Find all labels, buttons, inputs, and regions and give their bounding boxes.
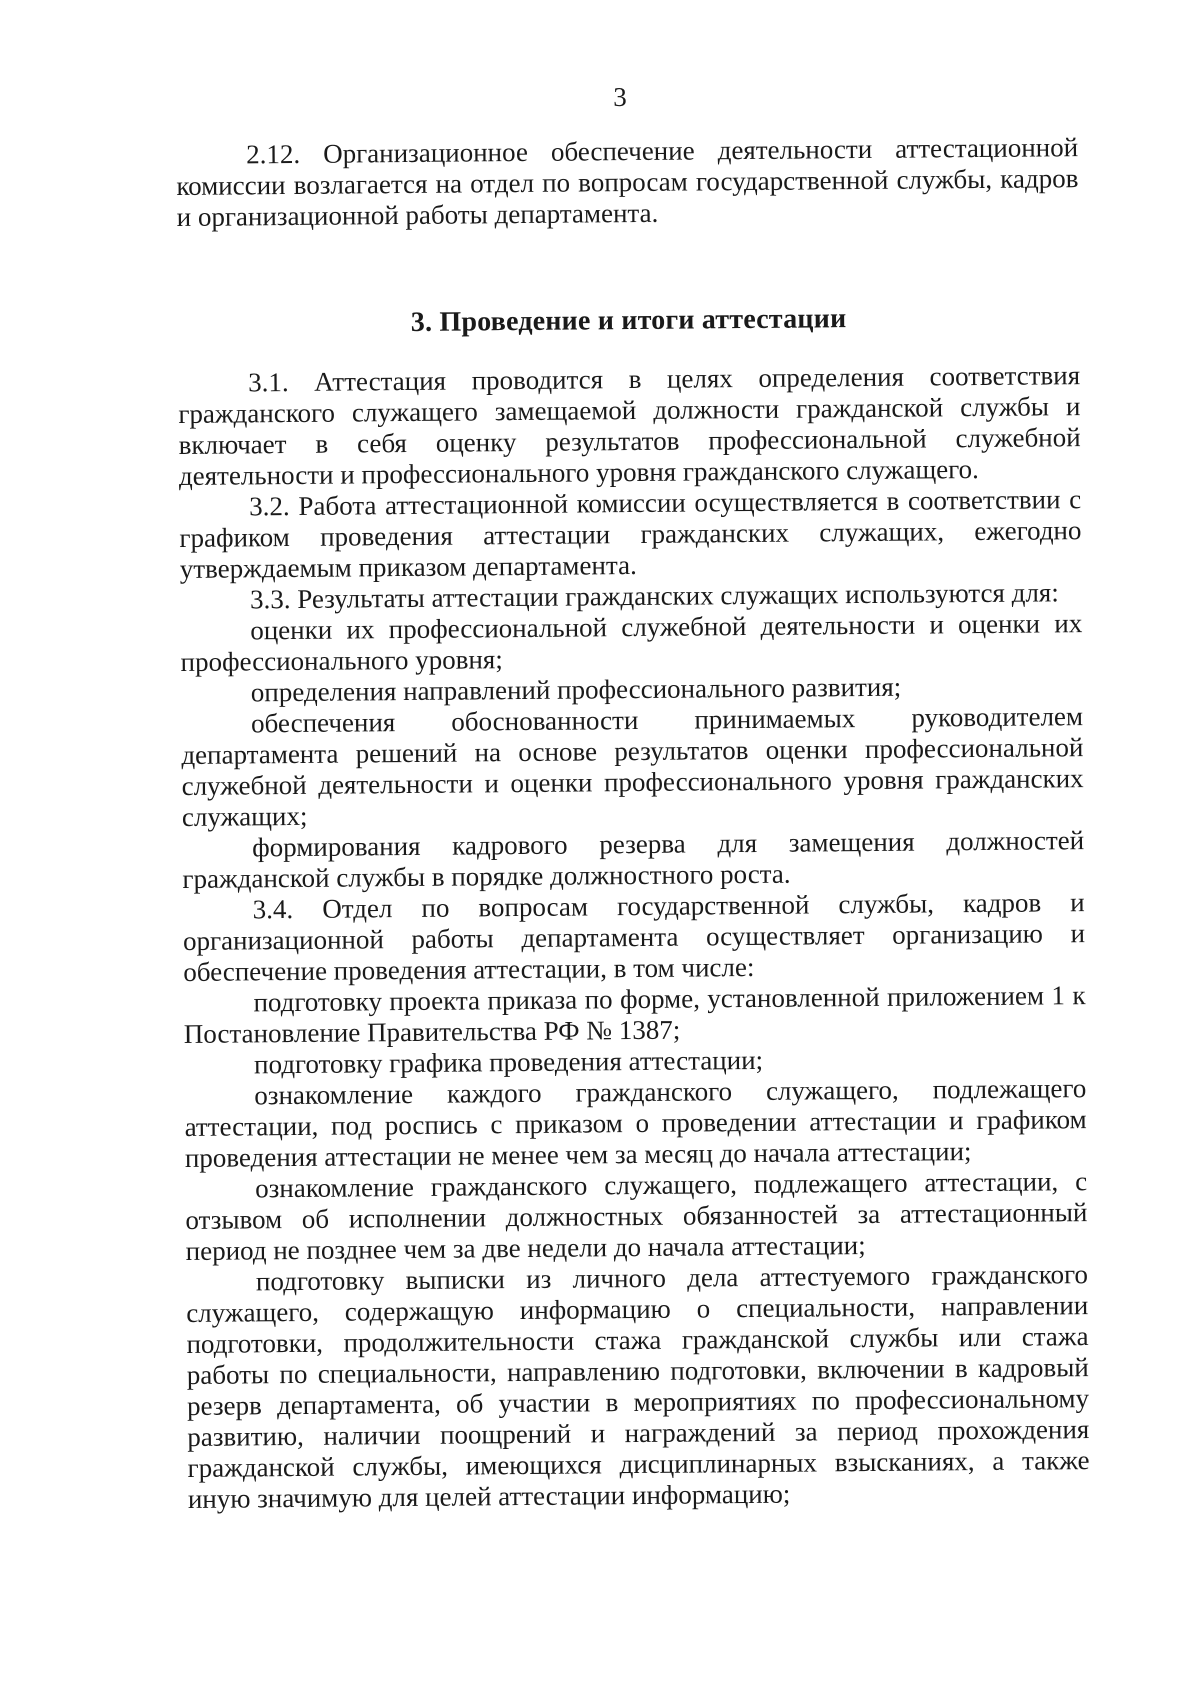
list-item: определения направлений профессионального развития;	[250, 671, 902, 708]
list-item: ознакомление каждого гражданского служащего, подлежащего аттестации, под роспись с приказом о проведении аттестации и графиком проведения аттестации не менее чем за месяц до начала аттестации;	[184, 1073, 1087, 1173]
list-item: формирования кадрового резерва для замещения должностей гражданской службы в порядке должностного роста.	[182, 825, 1085, 894]
paragraph-3-4: 3.4. Отдел по вопросам государственной службы, кадров и организационной работы департамента осуществляет организацию и обеспечение проведения аттестации, в том числе:	[182, 887, 1086, 987]
section-heading: 3. Проведение и итоги аттестации	[410, 303, 847, 338]
paragraph-3-2: 3.2. Работа аттестационной комиссии осуществляется в соответствии с графиком проведения аттестации гражданских служащих, ежегодно утверждаемым приказом департамента.	[179, 484, 1082, 584]
list-item: подготовку выписки из личного дела аттестуемого гражданского служащего, содержащую информацию о специальности, направлении подготовки, продолжительности стажа гражданской службы или стажа работы по специальности, направлению подготовки, включении в кадровый резерв департамента, об участии в мероприятиях по профессиональному развитию, наличии поощрений и награждений за период прохождения гражданской службы, имеющихся дисциплинарных взысканиях, а также иную значимую для целей аттестации информацию;	[186, 1259, 1090, 1514]
page-number: 3	[613, 82, 627, 112]
list-item: обеспечения обоснованности принимаемых руководителем департамента решений на основе результатов оценки профессиональной служебной деятельности и оценки профессионального уровня гражданских служащих;	[181, 701, 1084, 832]
paragraph-3-3: 3.3. Результаты аттестации гражданских служащих используются для:	[249, 577, 1059, 615]
document-body	[176, 132, 1090, 1515]
list-item: подготовку графика проведения аттестации;	[253, 1044, 764, 1080]
paragraph-3-1: 3.1. Аттестация проводится в целях определения соответствия гражданского служащего замещаемой должности гражданской службы и включает в себя оценку результатов профессиональной служебной деятельности и профессионального уровня гражданского служащего.	[178, 360, 1081, 491]
list-item: оценки их профессиональной служебной деятельности и оценки их профессионального уровня;	[180, 608, 1083, 677]
list-item: ознакомление гражданского служащего, подлежащего аттестации, с отзывом об исполнении должностных обязанностей за аттестационный период не позднее чем за две недели до начала аттестации;	[185, 1166, 1088, 1266]
list-item: подготовку проекта приказа по форме, установленной приложением 1 к Постановление Правительства РФ № 1387;	[183, 980, 1086, 1049]
paragraph-2-12: 2.12. Организационное обеспечение деятельности аттестационной комиссии возлагается на отдел по вопросам государственной службы, кадров и организационной работы департамента.	[176, 132, 1079, 232]
